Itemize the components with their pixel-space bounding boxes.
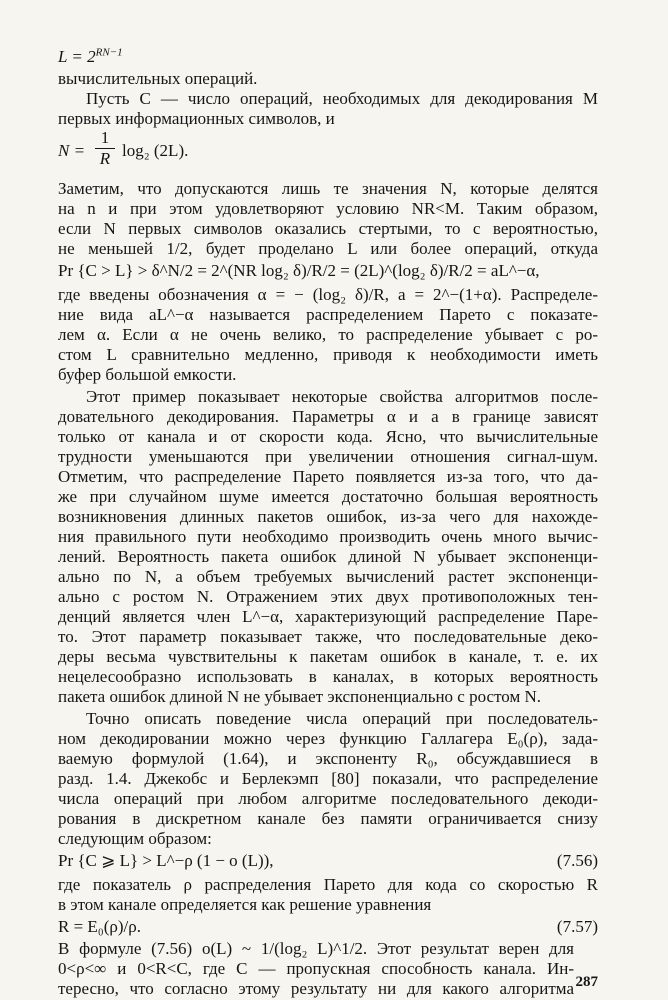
text-line: возникновения длинных пакетов ошибок, из-за чего для нахожде- [58,507,598,526]
text-line: ном декодировании можно через функцию Галлагера E₀(ρ), зада- [58,729,598,748]
text-line: нецелесообразно использовать в каналах, в которых вероятность [58,667,598,686]
text-line: лем α. Если α не очень велико, то распределение убывает с ро- [58,325,598,344]
text-line: В формуле (7.56) o(L) ~ 1/(log₂ L)^1/2. Этот результат верен для [58,939,574,958]
text-line: Точно описать поведение числа операций при последователь- [86,709,598,728]
text-line: Этот пример показывает некоторые свойства алгоритмов после- [86,387,598,406]
text-line: если N первых символов оказались стертыми, то с вероятностью, [58,219,598,238]
text-line: рования в дискретном канале без памяти ограничивается снизу [58,809,598,828]
text-line: не меньшей 1/2, будет проделано L или более операций, откуда [58,239,598,258]
text-line: стом L сравнительно медленно, приводя к необходимости иметь [58,345,598,364]
text-line: буфер большой емкости. [58,365,237,384]
text-line: то. Этот параметр показывает также, что последовательные деко- [58,627,598,646]
formula-L: $L = 2^{RN-1}$ [58,46,123,66]
text-line: только от канала и от скорости кода. Ясно, что вычислительные [58,427,598,446]
text-line: числа операций при любом алгоритме последовательного декоди- [58,789,598,808]
text-line: вычислительных операций. [58,69,258,88]
text-line: деры весьма чувствительны к пакетам ошибок в канале, т. е. их [58,647,598,666]
text-line: ально с ростом N. Отражением этих двух противоположных тен- [58,587,598,606]
page-number: 287 [575,974,598,990]
text-line: пакета ошибок длиной N не убывает экспоненциально с ростом N. [58,687,541,706]
text-line: в этом канале определяется как решение уравнения [58,895,432,914]
text-line: на n и при этом удовлетворяют условию NR<M. Таким образом, [58,199,598,218]
text-line: ально по N, а объем требуемых вычислений растет экспоненци- [58,567,598,586]
text-line: Заметим, что допускаются лишь те значения N, которые делятся [58,179,598,198]
text-line: ваемую формулой (1.64), и экспоненту R₀, обсуждавшиеся в [58,749,598,768]
text-line: трудности уменьшаются при увеличении отношения сигнал-шум. [58,447,598,466]
text-line: где показатель ρ распределения Парето для кода со скоростью R [58,875,598,894]
text-line: разд. 1.4. Джекобс и Берлекэмп [80] показали, что распределение [58,769,598,788]
text-line: довательного декодирования. Параметры α и a в границе зависят [58,407,598,426]
text-line: тересно, что согласно этому результату ни для какого алгоритма [58,979,574,998]
text-line: лений. Вероятность пакета ошибок длиной N убывает экспоненци- [58,547,598,566]
text-line: где введены обозначения α = − (log₂ δ)/R, a = 2^−(1+α). Распределе- [58,285,598,304]
text-line: ния правильного пути необходимо производить очень много вычис- [58,527,598,546]
text-line: следующим образом: [58,829,212,848]
text-line: же при случайном шуме имеется достаточно большая вероятность [58,487,598,506]
text-line: ние вида aL^−α называется распределением Парето с показате- [58,305,598,324]
text-line: Отметим, что распределение Парето появляется из-за того, что да- [58,467,598,486]
text-line: первых информационных символов, и [58,109,335,128]
text-line: Пусть C — число операций, необходимых для декодирования M [86,89,598,108]
book-page: $L = 2^{RN-1}$ вычислительных операций. Пусть C — число операций, необходимых для декодирования M первых информационных символов, и N = 1 R log₂ (2L). Заметим, что допускаются лишь те значения N, которые делятся на n и при этом удовлетворяют условию NR<M. Таким образом, если N первых символов оказались стертыми, то с вероятностью, не меньшей 1/2, будет проделано L или более операций, откуда Pr {C > L} > δ^N/2 = 2^(NR log₂ δ)/R/2 = (2L)^(log₂ δ)/R/2 = aL^−α, где введены обозначения α = − (log₂ δ)/R, a = 2^−(1+α). Распределе- ние вида aL^−α называется распределением Парето с показате- лем α. Если α не очень велико, то распределение убывает с ро- стом L сравнительно медленно, приводя к необходимости иметь буфер большой емкости. Этот пример показывает некоторые свойства алгоритмов после- довательного декодирования. Параметры α и a в границе зависят только от канала и от скорости кода. Ясно, что вычислительные трудности уменьшаются при увеличении отношения сигнал-шум. Отметим, что распределение Парето появляется из-за того, что да- же при случайном шуме имеется достаточно большая вероятность возникновения длинных пакетов ошибок, из-за чего для нахожде- ния правильного пути необходимо производить очень много вычис- лений. Вероятность пакета ошибок длиной N убывает экспоненци- ально по N, а объем требуемых вычислений растет экспоненци- ально с ростом N. Отражением этих двух противоположных тен- денций является член L^−α, характеризующий распределение Паре- то. Этот параметр показывает также, что последовательные деко- деры весьма чувствительны к пакетам ошибок в канале, т. е. их нецелесообразно использовать в каналах, в которых вероятность пакета ошибок длиной N не убывает экспоненциально с ростом N. Точно описать поведение числа операций при последователь- ном декодировании можно через функцию Галлагера E₀(ρ), зада- ваемую формулой (1.64), и экспоненту R₀, обсуждавшиеся в разд. 1.4. Джекобс и Берлекэмп [80] показали, что распределение числа операций при любом алгоритме последовательного декоди- рования в дискретном канале без памяти ограничивается снизу следующим образом: Pr {C ⩾ L} > L^−ρ (1 − o (L)), (7.56) где показатель ρ распределения Парето для кода со скоростью R в этом канале определяется как решение уравнения R = E₀(ρ)/ρ. (7.57) В формуле (7.56) o(L) ~ 1/(log₂ L)^1/2. Этот результат верен для 0<ρ<∞ и 0<R<C, где C — пропускная способность канала. Ин- тересно, что согласно этому результату ни для какого алгоритма 287 [58,46,598,998]
formula-pr-bound: Pr {C > L} > δ^N/2 = 2^(NR log₂ δ)/R/2 = (2L)^(log₂ δ)/R/2 = aL^−α, [58,261,540,280]
text-line: денций является член L^−α, характеризующий распределение Паре- [58,607,598,626]
text-line: 0<ρ<∞ и 0<R<C, где C — пропускная способность канала. Ин- [58,959,574,978]
